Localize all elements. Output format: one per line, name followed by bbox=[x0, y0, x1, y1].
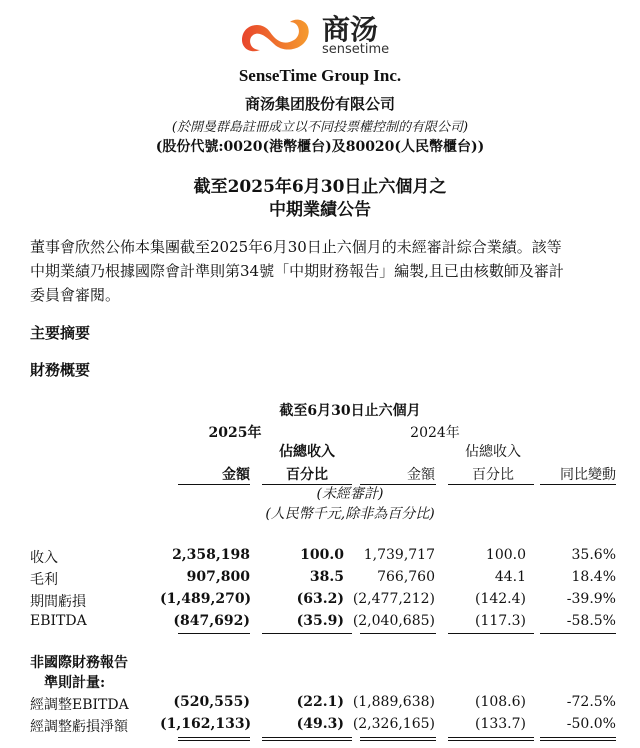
logo-text-cn: 商汤 bbox=[322, 13, 379, 46]
row-label: 經調整EBITDA bbox=[30, 697, 129, 713]
yoy-change: 18.4% bbox=[571, 569, 616, 585]
sensetime-logo bbox=[236, 10, 416, 62]
amount-2024: (2,326,165) bbox=[352, 716, 435, 732]
company-name-en: SenseTime Group Inc. bbox=[238, 66, 402, 85]
yoy-change: -39.9% bbox=[566, 591, 616, 607]
total-rule bbox=[360, 737, 436, 738]
amount-2025: (847,692) bbox=[173, 613, 250, 629]
intro-line: 董事會欣然公佈本集團截至2025年6月30日止六個月的未經審計綜合業績。該等 bbox=[30, 238, 562, 256]
yoy-change: -58.5% bbox=[566, 613, 616, 629]
row-rule bbox=[360, 633, 436, 634]
period-header: 截至6月30日止六個月 bbox=[279, 403, 421, 419]
intro-paragraph bbox=[30, 235, 620, 307]
announcement-title-line1: 截至2025年6月30日止六個月之 bbox=[193, 177, 447, 197]
amount-2024: 1,739,717 bbox=[363, 547, 435, 563]
row-label: EBITDA bbox=[30, 613, 87, 629]
year-2025-header: 2025年 bbox=[208, 425, 262, 441]
amount-header-2025: 金額 bbox=[222, 467, 250, 483]
amount-2024: (1,889,638) bbox=[352, 694, 435, 710]
yoy-header: 同比變動 bbox=[560, 467, 616, 483]
unit-note: (人民幣千元,除非為百分比) bbox=[265, 506, 435, 522]
pct-2025: 38.5 bbox=[309, 569, 344, 585]
amount-2025: 907,800 bbox=[186, 569, 250, 585]
yoy-change: -50.0% bbox=[566, 716, 616, 732]
pct-2024: (117.3) bbox=[474, 613, 526, 629]
year-2024-header: 2024年 bbox=[410, 425, 460, 441]
yoy-change: 35.6% bbox=[571, 547, 616, 563]
total-rule bbox=[178, 740, 250, 741]
row-rule bbox=[540, 633, 616, 634]
row-rule bbox=[178, 633, 250, 634]
total-rule bbox=[262, 740, 352, 741]
yoy-change: -72.5% bbox=[566, 694, 616, 710]
total-rule bbox=[540, 740, 616, 741]
row-label: 經調整虧損淨額 bbox=[30, 719, 128, 735]
amount-2025: (1,162,133) bbox=[160, 716, 252, 732]
pct-2024: 100.0 bbox=[485, 547, 526, 563]
nonifrs-label: 準則計量: bbox=[44, 675, 106, 691]
pct-header-2024: 百分比 bbox=[472, 467, 514, 483]
row-label: 期間虧損 bbox=[30, 594, 86, 610]
total-rule bbox=[540, 737, 616, 738]
pct-header-2025: 百分比 bbox=[286, 467, 328, 483]
section-heading-summary: 財務概要 bbox=[30, 361, 91, 379]
amount-2024: 766,760 bbox=[377, 569, 435, 585]
row-label: 毛利 bbox=[30, 572, 58, 588]
amount-2025: (520,555) bbox=[173, 694, 250, 710]
pct-2024: (142.4) bbox=[474, 591, 526, 607]
pct-2025: (35.9) bbox=[296, 613, 344, 629]
pct-2025: (49.3) bbox=[296, 716, 344, 732]
pct-2024: (133.7) bbox=[474, 716, 526, 732]
intro-line: 委員會審閱。 bbox=[30, 286, 121, 304]
announcement-title-line2: 中期業績公告 bbox=[269, 200, 371, 220]
pct-header-2024-top: 佔總收入 bbox=[465, 444, 521, 460]
pct-2024: (108.6) bbox=[474, 694, 526, 710]
company-name-cn: 商汤集团股份有限公司 bbox=[244, 95, 395, 113]
stock-code: (股份代號:0020(港幣櫃台)及80020(人民幣櫃台)) bbox=[155, 139, 485, 155]
total-rule bbox=[262, 737, 352, 738]
pct-2025: (22.1) bbox=[296, 694, 344, 710]
logo-text-en: sensetime bbox=[322, 42, 390, 57]
total-rule bbox=[448, 737, 534, 738]
row-rule bbox=[262, 633, 352, 634]
pct-2024: 44.1 bbox=[494, 569, 526, 585]
intro-line: 中期業績乃根據國際會計準則第34號「中期財務報告」編製,且已由核數師及審計 bbox=[30, 262, 564, 280]
pct-2025: 100.0 bbox=[300, 547, 344, 563]
amount-2025: (1,489,270) bbox=[160, 591, 252, 607]
row-rule bbox=[448, 633, 534, 634]
amount-header-2024: 金額 bbox=[407, 467, 435, 483]
nonifrs-label: 非國際財務報告 bbox=[30, 655, 128, 671]
total-rule bbox=[178, 737, 250, 738]
row-label: 收入 bbox=[30, 550, 58, 566]
header-underline-yoy bbox=[540, 484, 616, 485]
pct-header-2025-top: 佔總收入 bbox=[279, 444, 335, 460]
unaudited-note: (未經審計) bbox=[316, 486, 384, 502]
section-heading-highlights: 主要摘要 bbox=[30, 324, 91, 342]
total-rule bbox=[448, 740, 534, 741]
incorporation-note: (於開曼群島註冊成立以不同投票權控制的有限公司) bbox=[171, 120, 469, 135]
amount-2024: (2,040,685) bbox=[352, 613, 435, 629]
total-rule bbox=[360, 740, 436, 741]
amount-2024: (2,477,212) bbox=[352, 591, 435, 607]
amount-2025: 2,358,198 bbox=[172, 547, 250, 563]
pct-2025: (63.2) bbox=[296, 591, 344, 607]
